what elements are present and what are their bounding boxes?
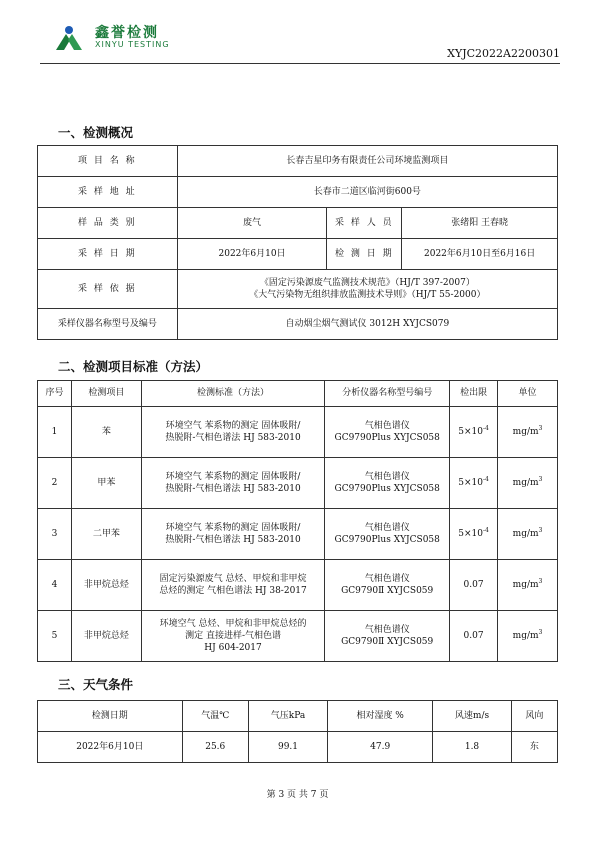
sampling-basis-label: 采 样 依 据 <box>38 270 178 309</box>
table-row <box>38 208 558 239</box>
row-instrument <box>325 458 450 509</box>
limit-exponent: -4 <box>483 425 489 433</box>
instrument-line: 气相色谱仪 <box>364 573 410 584</box>
table-row <box>38 458 558 509</box>
unit-base: mg/m <box>512 478 539 489</box>
table-row <box>38 509 558 560</box>
sample-type-label: 样 品 类 别 <box>38 208 178 239</box>
row-limit <box>450 611 498 662</box>
standard-line: 环境空气 总烃、甲烷和非甲烷总烃的 <box>159 618 307 629</box>
unit-base: mg/m <box>512 427 539 438</box>
section-title-overview: 一、检测概况 <box>58 125 134 140</box>
row-standard <box>141 407 325 458</box>
row-unit <box>498 560 558 611</box>
unit-exponent: 3 <box>538 476 543 484</box>
col-header-limit: 检出限 <box>450 381 498 407</box>
sampler-label: 采 样 人 员 <box>327 208 402 239</box>
row-item: 甲苯 <box>71 458 141 509</box>
row-instrument <box>325 407 450 458</box>
testing-date-value: 2022年6月10日至6月16日 <box>402 239 558 270</box>
row-item: 非甲烷总烃 <box>71 560 141 611</box>
table-row <box>38 560 558 611</box>
weather-table <box>37 700 558 763</box>
row-unit <box>498 458 558 509</box>
row-instrument <box>325 509 450 560</box>
sampling-date-value: 2022年6月10日 <box>177 239 327 270</box>
limit-base: 0.07 <box>463 579 484 590</box>
sampling-basis-line-2: 《大气污染物无组织排放监测技术导则》（HJ/T 55-2000） <box>249 290 486 300</box>
unit-exponent: 3 <box>538 578 543 586</box>
col-header-unit: 单位 <box>498 381 558 407</box>
row-standard <box>141 509 325 560</box>
sampling-address-label: 采 样 地 址 <box>38 177 178 208</box>
standard-line: 热脱附-气相色谱法 HJ 583-2010 <box>165 433 301 443</box>
standard-line: 热脱附-气相色谱法 HJ 583-2010 <box>165 535 301 545</box>
unit-exponent: 3 <box>538 527 543 535</box>
row-standard <box>141 611 325 662</box>
weather-humidity: 47.9 <box>328 732 433 763</box>
instrument-line: GC9790Plus XYJCS058 <box>334 535 440 545</box>
row-unit <box>498 407 558 458</box>
standard-line: 固定污染源废气 总烃、甲烷和非甲烷 <box>159 573 307 584</box>
col-header-standard: 检测标准（方法） <box>141 381 325 407</box>
row-limit <box>450 458 498 509</box>
weather-header-wind-direction: 风向 <box>511 701 557 732</box>
logo-english-name: XINYU TESTING <box>95 40 170 49</box>
instrument-line: GC9790Plus XYJCS058 <box>334 433 440 443</box>
weather-date: 2022年6月10日 <box>38 732 183 763</box>
table-row <box>38 309 558 340</box>
sampling-basis-value <box>177 270 557 309</box>
standard-line: 热脱附-气相色谱法 HJ 583-2010 <box>165 484 301 494</box>
sampling-basis-line-1: 《固定污染源废气监测技术规范》（HJ/T 397-2007） <box>259 277 475 288</box>
table-row <box>38 407 558 458</box>
limit-base: 5×10 <box>458 478 483 489</box>
weather-header-humidity: 相对湿度 % <box>328 701 433 732</box>
table-row <box>38 732 558 763</box>
standard-line: 测定 直接进样-气相色谱 <box>185 630 281 641</box>
instrument-line: 气相色谱仪 <box>364 624 410 635</box>
row-no: 4 <box>38 560 72 611</box>
standard-line: HJ 604-2017 <box>204 643 262 654</box>
sampling-address-value: 长春市二道区临河街600号 <box>177 177 557 208</box>
sample-type-value: 废气 <box>177 208 327 239</box>
methods-table <box>37 380 558 662</box>
limit-base: 5×10 <box>458 529 483 540</box>
row-instrument <box>325 560 450 611</box>
weather-wind-direction: 东 <box>511 732 557 763</box>
row-item: 二甲苯 <box>71 509 141 560</box>
weather-header-pressure: 气压kPa <box>248 701 327 732</box>
standard-line: 环境空气 苯系物的测定 固体吸附/ <box>165 471 301 482</box>
unit-exponent: 3 <box>538 629 543 637</box>
limit-exponent: -4 <box>483 527 489 535</box>
table-row <box>38 239 558 270</box>
col-header-instrument: 分析仪器名称型号编号 <box>325 381 450 407</box>
sampling-date-label: 采 样 日 期 <box>38 239 178 270</box>
standard-line: 环境空气 苯系物的测定 固体吸附/ <box>165 420 301 431</box>
row-no: 5 <box>38 611 72 662</box>
row-unit <box>498 611 558 662</box>
instrument-line: 气相色谱仪 <box>364 420 410 431</box>
row-no: 3 <box>38 509 72 560</box>
row-item: 苯 <box>71 407 141 458</box>
row-limit <box>450 560 498 611</box>
project-name-value: 长春吉星印务有限责任公司环境监测项目 <box>177 146 557 177</box>
limit-base: 0.07 <box>463 630 484 641</box>
instrument-line: 气相色谱仪 <box>364 522 410 533</box>
report-header <box>40 20 560 60</box>
col-header-no: 序号 <box>38 381 72 407</box>
standard-line: 环境空气 苯系物的测定 固体吸附/ <box>165 522 301 533</box>
row-item: 非甲烷总烃 <box>71 611 141 662</box>
instrument-value: 自动烟尘烟气测试仪 3012H XYJCS079 <box>177 309 557 340</box>
table-row <box>38 177 558 208</box>
row-standard <box>141 560 325 611</box>
testing-date-label: 检 测 日 期 <box>327 239 402 270</box>
table-row <box>38 611 558 662</box>
weather-pressure: 99.1 <box>248 732 327 763</box>
col-header-item: 检测项目 <box>71 381 141 407</box>
row-instrument <box>325 611 450 662</box>
sampler-value: 张绪阳 王春晓 <box>402 208 558 239</box>
unit-base: mg/m <box>512 529 539 540</box>
instrument-line: GC9790Ⅱ XYJCS059 <box>341 637 434 647</box>
limit-exponent: -4 <box>483 476 489 484</box>
instrument-line: 气相色谱仪 <box>364 471 410 482</box>
table-header-row <box>38 381 558 407</box>
company-logo-icon <box>52 24 86 54</box>
unit-base: mg/m <box>512 631 539 642</box>
table-row <box>38 270 558 309</box>
row-limit <box>450 407 498 458</box>
section-title-methods: 二、检测项目标准（方法） <box>58 359 209 374</box>
row-no: 2 <box>38 458 72 509</box>
limit-base: 5×10 <box>458 427 483 438</box>
project-name-label: 项 目 名 称 <box>38 146 178 177</box>
weather-wind-speed: 1.8 <box>433 732 512 763</box>
page-number: 第 3 页 共 7 页 <box>266 790 329 800</box>
row-no: 1 <box>38 407 72 458</box>
row-limit <box>450 509 498 560</box>
header-divider <box>40 63 560 64</box>
row-standard <box>141 458 325 509</box>
instrument-line: GC9790Ⅱ XYJCS059 <box>341 586 434 596</box>
instrument-label: 采样仪器名称型号及编号 <box>38 309 178 340</box>
weather-header-temperature: 气温℃ <box>182 701 248 732</box>
table-row <box>38 146 558 177</box>
unit-exponent: 3 <box>538 425 543 433</box>
weather-temperature: 25.6 <box>182 732 248 763</box>
weather-header-date: 检测日期 <box>38 701 183 732</box>
logo-chinese-name: 鑫誉检测 <box>95 25 159 41</box>
standard-line: 总烃的测定 气相色谱法 HJ 38-2017 <box>159 586 307 596</box>
weather-header-wind-speed: 风速m/s <box>433 701 512 732</box>
unit-base: mg/m <box>512 580 539 591</box>
row-unit <box>498 509 558 560</box>
section-title-weather: 三、天气条件 <box>58 677 134 692</box>
table-header-row <box>38 701 558 732</box>
report-number: XYJC2022A2200301 <box>447 47 560 60</box>
overview-table <box>37 145 558 340</box>
instrument-line: GC9790Plus XYJCS058 <box>334 484 440 494</box>
